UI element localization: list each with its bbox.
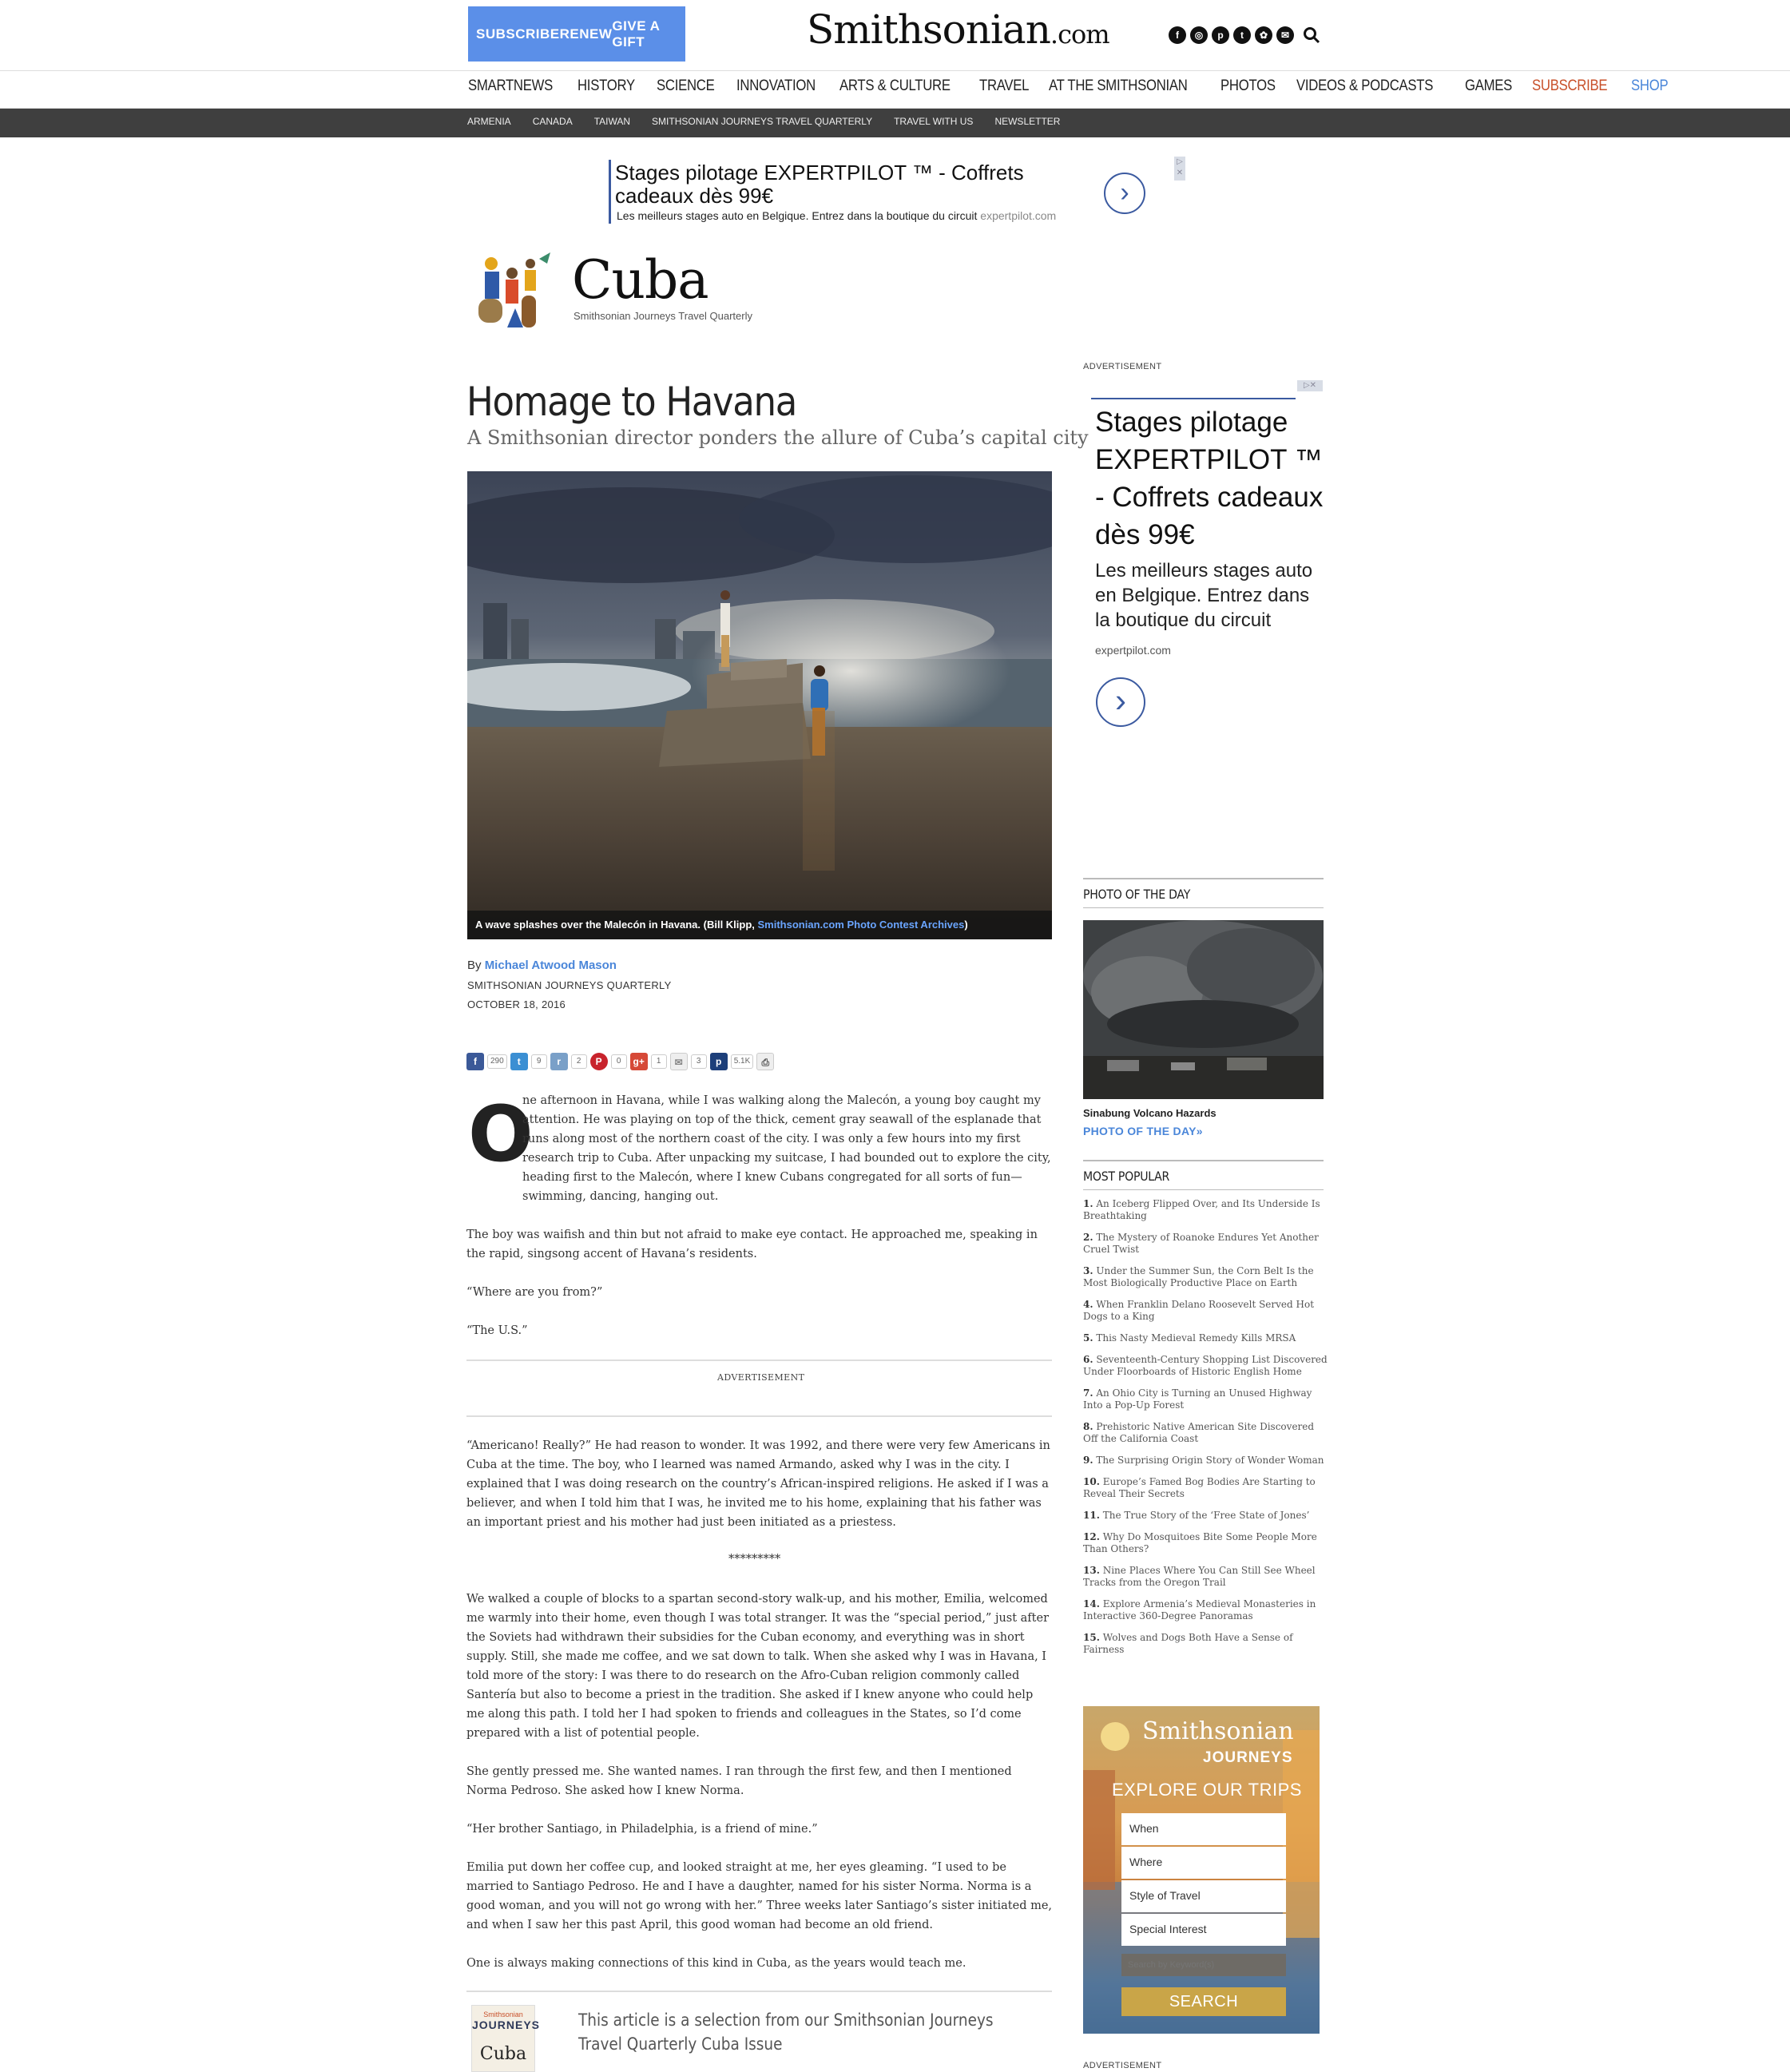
paragraph-9: Emilia put down her coffee cup, and looked straight at me, her eyes gleaming. “I used to be married to Santiago Pedroso. He and I have a daughter, named for his sister Norma. Norma is a good woman, and you will not go wrong with her.” Three weeks later Santiago’s sister initiated me, and when I saw her this past April, this good woman had become an old friend. bbox=[466, 1861, 1053, 1931]
most-popular-rank: 8. bbox=[1083, 1421, 1093, 1432]
most-popular-list bbox=[1083, 1198, 1328, 1665]
email-count: 3 bbox=[691, 1054, 707, 1069]
pinterest-icon[interactable]: p bbox=[1212, 26, 1229, 44]
most-popular-link[interactable]: The True Story of the ‘Free State of Jones’ bbox=[1102, 1510, 1310, 1521]
most-popular-link[interactable]: Why Do Mosquitoes Bite Some People More Than Others? bbox=[1083, 1531, 1317, 1554]
potd-image[interactable] bbox=[1083, 920, 1324, 1099]
paragraph-4: “The U.S.” bbox=[466, 1324, 528, 1337]
most-popular-rank: 11. bbox=[1083, 1510, 1100, 1521]
journeys-widget bbox=[1083, 1706, 1320, 2034]
caption-link[interactable]: Smithsonian.com Photo Contest Archives bbox=[757, 919, 965, 931]
email-icon[interactable]: ✉ bbox=[1276, 26, 1294, 44]
subnav-canada[interactable]: CANADA bbox=[532, 116, 573, 127]
subnav-journeys-quarterly[interactable]: SMITHSONIAN JOURNEYS TRAVEL QUARTERLY bbox=[652, 116, 873, 127]
journeys-brand: Smithsonian bbox=[1142, 1717, 1294, 1745]
most-popular-item[interactable] bbox=[1083, 1531, 1328, 1555]
ad-arrow-icon[interactable]: › bbox=[1104, 173, 1145, 214]
subscribe-box bbox=[468, 6, 685, 62]
most-popular-rule-top bbox=[1083, 1160, 1324, 1161]
most-popular-item[interactable] bbox=[1083, 1455, 1328, 1467]
most-popular-rule-bottom bbox=[1083, 1189, 1324, 1190]
most-popular-rank: 15. bbox=[1083, 1632, 1100, 1643]
top-banner-ad[interactable] bbox=[607, 157, 1186, 228]
logo-tld: .com bbox=[1050, 19, 1109, 50]
subnav-armenia[interactable]: ARMENIA bbox=[467, 116, 511, 127]
ad-choices-icon[interactable]: ▷ ✕ bbox=[1174, 157, 1185, 181]
most-popular-link[interactable]: The Mystery of Roanoke Endures Yet Another Cruel Twist bbox=[1083, 1232, 1319, 1255]
site-logo[interactable] bbox=[807, 6, 1109, 62]
author-link[interactable]: Michael Atwood Mason bbox=[484, 959, 617, 972]
most-popular-rank: 12. bbox=[1083, 1531, 1100, 1542]
pinterest-count: 0 bbox=[611, 1054, 627, 1069]
ad-accent-bar bbox=[609, 160, 611, 224]
journeys-search-button[interactable]: SEARCH bbox=[1121, 1987, 1286, 2016]
main-nav bbox=[468, 77, 1687, 95]
sidebar-ad-subline: Les meilleurs stages auto en Belgique. Entrez dans la boutique du circuit bbox=[1095, 560, 1313, 631]
most-popular-rank: 5. bbox=[1083, 1332, 1093, 1344]
most-popular-item[interactable] bbox=[1083, 1421, 1328, 1445]
most-popular-item[interactable] bbox=[1083, 1332, 1328, 1344]
paragraph-5: “Americano! Really?” He had reason to wonder. It was 1992, and there were very few Americans in Cuba at the time. The boy, who I learned was named Armando, asked why I was in the city. I explained that I was doing research on the country’s African-inspired religions. He asked if I was a believer, and when I told him that I was, he invited me to his home, explaining that his father was an important priest and his mother had just been initiated as a priestess. bbox=[466, 1439, 1050, 1529]
google-count: 1 bbox=[651, 1054, 667, 1069]
article-title: Homage to Havana bbox=[466, 379, 796, 425]
subnav-newsletter[interactable]: NEWSLETTER bbox=[994, 116, 1061, 127]
potd-caption[interactable]: Sinabung Volcano Hazards bbox=[1083, 1107, 1216, 1119]
section-subtitle: Smithsonian Journeys Travel Quarterly bbox=[574, 310, 752, 322]
most-popular-rank: 7. bbox=[1083, 1387, 1093, 1399]
pocket-share-icon[interactable]: p bbox=[710, 1053, 728, 1070]
issue-cover[interactable] bbox=[471, 2005, 541, 2072]
hero-photo bbox=[467, 471, 1052, 939]
paragraph-8: “Her brother Santiago, in Philadelphia, is a friend of mine.” bbox=[466, 1823, 818, 1836]
most-popular-rank: 6. bbox=[1083, 1354, 1093, 1365]
journeys-style-field[interactable]: Style of Travel bbox=[1121, 1880, 1286, 1912]
most-popular-item[interactable] bbox=[1083, 1265, 1328, 1289]
sidebar-ad-choices-icon[interactable]: ▷✕ bbox=[1297, 380, 1323, 391]
facebook-count: 290 bbox=[487, 1054, 507, 1069]
renew-link[interactable]: RENEW bbox=[559, 26, 613, 42]
inline-ad-bottom-rule bbox=[466, 1415, 1052, 1417]
paragraph-2: The boy was waifish and thin but not afraid to make eye contact. He approached me, speaking in the rapid, singsong accent of Havana’s residents. bbox=[466, 1229, 1038, 1260]
most-popular-item[interactable] bbox=[1083, 1565, 1328, 1589]
most-popular-link[interactable]: An Ohio City is Turning an Unused Highway Into a Pop-Up Forest bbox=[1083, 1387, 1312, 1411]
potd-rule-top bbox=[1083, 878, 1324, 879]
print-icon[interactable]: ⎙ bbox=[756, 1053, 774, 1070]
nav-at-the-smithsonian[interactable]: AT THE SMITHSONIAN bbox=[1049, 77, 1188, 94]
journeys-sub: JOURNEYS bbox=[1203, 1749, 1293, 1766]
google-plus-share-icon[interactable]: g+ bbox=[630, 1053, 648, 1070]
paragraph-1: ne afternoon in Havana, while I was walking along the Malecón, a young boy caught my attention. He was playing on top of the thick, cement gray seawall of the esplanade that runs along most of the northern coast of the city. I was only a few hours into my first research trip to Cuba. After unpacking my suitcase, I had bounded out to explore the city, heading first to the Malecón, where I knew Cubans congregated for all sorts of fun—swimming, dancing, hanging out. bbox=[522, 1094, 1051, 1203]
most-popular-item[interactable] bbox=[1083, 1598, 1328, 1622]
sidebar-ad[interactable] bbox=[1082, 403, 1324, 657]
most-popular-item[interactable] bbox=[1083, 1299, 1328, 1323]
most-popular-rank: 2. bbox=[1083, 1232, 1093, 1243]
most-popular-item[interactable] bbox=[1083, 1198, 1328, 1222]
reddit-count: 2 bbox=[571, 1054, 587, 1069]
paragraph-6: We walked a couple of blocks to a spartan second-story walk-up, and his mother, Emilia, welcomed me warmly into their home, even though I was total stranger. It was the “special period,” just after the Soviets had withdrawn their subsidies for the Cuban economy, and everything was in short supply. Still, she made me coffee, and we sat down to talk. When she asked why I was in Havana, I told more of the story: I was there to do research on the Afro-Cuban religion commonly called Santería but also to become a priest in the tradition. She asked if I knew anyone who could help me along this path. I told her I had spoken to friends and colleagues in the States, so I’d come prepared with a list of potential people. bbox=[466, 1593, 1050, 1740]
most-popular-rank: 10. bbox=[1083, 1476, 1100, 1487]
journeys-when-field[interactable]: When bbox=[1121, 1813, 1286, 1845]
nav-history[interactable]: HISTORY bbox=[577, 77, 636, 94]
most-popular-item[interactable] bbox=[1083, 1354, 1328, 1378]
most-popular-title: MOST POPULAR bbox=[1083, 1169, 1170, 1184]
publish-date: OCTOBER 18, 2016 bbox=[467, 998, 566, 1010]
article-dek: A Smithsonian director ponders the allure of Cuba’s capital city bbox=[467, 427, 1089, 449]
byline: By Michael Atwood Mason bbox=[467, 959, 617, 972]
nav-subscribe[interactable]: SUBSCRIBE bbox=[1532, 77, 1608, 94]
twitter-share-icon[interactable]: t bbox=[510, 1053, 528, 1070]
facebook-share-icon[interactable]: f bbox=[466, 1053, 484, 1070]
nav-photos[interactable]: PHOTOS bbox=[1220, 77, 1276, 94]
most-popular-item[interactable] bbox=[1083, 1232, 1328, 1256]
nav-arts-culture[interactable]: ARTS & CULTURE bbox=[839, 77, 951, 94]
photo-caption: A wave splashes over the Malecón in Havana. (Bill Klipp, Smithsonian.com Photo Contest Archives) bbox=[467, 911, 1052, 939]
most-popular-link[interactable]: The Surprising Origin Story of Wonder Woman bbox=[1096, 1455, 1324, 1466]
sidebar-ad-label: ADVERTISEMENT bbox=[1083, 362, 1162, 371]
most-popular-link[interactable]: Nine Places Where You Can Still See Wheel Tracks from the Oregon Trail bbox=[1083, 1565, 1316, 1588]
sidebar-ad-headline: Stages pilotage EXPERTPILOT ™ - Coffrets cadeaux dès 99€ bbox=[1095, 407, 1324, 550]
logo-text: Smithsonian bbox=[807, 6, 1050, 53]
inline-ad-label: ADVERTISEMENT bbox=[717, 1372, 805, 1383]
most-popular-item[interactable] bbox=[1083, 1476, 1328, 1500]
give-gift-link[interactable]: GIVE A GIFT bbox=[612, 18, 660, 50]
most-popular-link[interactable]: Explore Armenia’s Medieval Monasteries in Interactive 360-Degree Panoramas bbox=[1083, 1598, 1316, 1621]
journeys-keyword-input[interactable] bbox=[1121, 1954, 1286, 1976]
search-icon[interactable] bbox=[1302, 26, 1321, 45]
flipboard-icon[interactable]: ✿ bbox=[1255, 26, 1272, 44]
subnav-travel-with-us[interactable]: TRAVEL WITH US bbox=[894, 116, 974, 127]
sidebar-bottom-ad-label: ADVERTISEMENT bbox=[1083, 2061, 1162, 2070]
most-popular-link[interactable]: Prehistoric Native American Site Discovered Off the California Coast bbox=[1083, 1421, 1315, 1444]
publication-label: SMITHSONIAN JOURNEYS QUARTERLY bbox=[467, 979, 672, 991]
issue-cover-cuba: Cuba bbox=[479, 2044, 527, 2064]
inline-ad-top-rule bbox=[466, 1360, 1052, 1361]
pocket-count: 5.1K bbox=[731, 1054, 754, 1069]
pinterest-share-icon[interactable]: P bbox=[590, 1053, 608, 1070]
most-popular-link[interactable]: Seventeenth-Century Shopping List Discovered Under Floorboards of Historic English Home bbox=[1083, 1354, 1328, 1377]
email-share-icon[interactable]: ✉ bbox=[670, 1053, 688, 1070]
share-bar bbox=[466, 1053, 774, 1070]
nav-travel[interactable]: TRAVEL bbox=[978, 77, 1029, 94]
potd-link[interactable]: PHOTO OF THE DAY» bbox=[1083, 1125, 1203, 1137]
section-title[interactable]: Cuba bbox=[572, 249, 708, 311]
potd-title: PHOTO OF THE DAY bbox=[1083, 887, 1191, 902]
ad-headline: Stages pilotage EXPERTPILOT ™ - Coffrets cadeaux dès 99€ bbox=[615, 161, 1024, 208]
nav-shop[interactable]: SHOP bbox=[1631, 77, 1669, 94]
issue-cover-brand: Smithsonian bbox=[483, 2010, 523, 2018]
instagram-icon[interactable]: ◎ bbox=[1190, 26, 1208, 44]
most-popular-rank: 14. bbox=[1083, 1598, 1100, 1610]
most-popular-rank: 3. bbox=[1083, 1265, 1093, 1276]
issue-cover-title: JOURNEYS bbox=[472, 2018, 541, 2031]
potd-rule-bottom bbox=[1083, 907, 1324, 908]
section-break: ********* bbox=[728, 1553, 781, 1566]
twitter-icon[interactable]: t bbox=[1233, 26, 1251, 44]
most-popular-link[interactable]: When Franklin Delano Roosevelt Served Hot Dogs to a King bbox=[1083, 1299, 1315, 1322]
most-popular-link[interactable]: Under the Summer Sun, the Corn Belt Is the Most Biologically Productive Place on Earth bbox=[1083, 1265, 1314, 1288]
sidebar-ad-rule bbox=[1091, 398, 1296, 399]
social-links bbox=[1169, 26, 1294, 44]
most-popular-link[interactable]: An Iceberg Flipped Over, and Its Underside Is Breathtaking bbox=[1083, 1198, 1320, 1221]
most-popular-link[interactable]: Wolves and Dogs Both Have a Sense of Fairness bbox=[1083, 1632, 1293, 1655]
journeys-where-field[interactable]: Where bbox=[1121, 1847, 1286, 1879]
sidebar-ad-domain: expertpilot.com bbox=[1095, 644, 1171, 657]
drop-cap: O bbox=[468, 1090, 534, 1179]
most-popular-link[interactable]: Europe’s Famed Bog Bodies Are Starting to Reveal Their Secrets bbox=[1083, 1476, 1316, 1499]
reddit-share-icon[interactable]: r bbox=[550, 1053, 568, 1070]
nav-games[interactable]: GAMES bbox=[1465, 77, 1513, 94]
twitter-count: 9 bbox=[531, 1054, 547, 1069]
journeys-interest-field[interactable]: Special Interest bbox=[1121, 1914, 1286, 1946]
facebook-icon[interactable]: f bbox=[1169, 26, 1186, 44]
ad-subline: Les meilleurs stages auto en Belgique. Entrez dans la boutique du circuit expertpilot.com bbox=[617, 209, 1057, 222]
most-popular-rank: 1. bbox=[1083, 1198, 1093, 1209]
most-popular-item[interactable] bbox=[1083, 1632, 1328, 1656]
most-popular-link[interactable]: This Nasty Medieval Remedy Kills MRSA bbox=[1096, 1332, 1296, 1344]
sidebar-ad-arrow-icon[interactable]: › bbox=[1096, 677, 1145, 727]
subnav-taiwan[interactable]: TAIWAN bbox=[593, 116, 631, 127]
most-popular-rank: 9. bbox=[1083, 1455, 1093, 1466]
most-popular-item[interactable] bbox=[1083, 1510, 1328, 1522]
journeys-tagline: EXPLORE OUR TRIPS bbox=[1112, 1780, 1302, 1800]
most-popular-rank: 13. bbox=[1083, 1565, 1100, 1576]
nav-smartnews[interactable]: SMARTNEWS bbox=[468, 77, 554, 94]
issue-promo-text[interactable]: This article is a selection from our Smithsonian Journeys Travel Quarterly Cuba Issue bbox=[578, 2010, 994, 2054]
most-popular-rank: 4. bbox=[1083, 1299, 1093, 1310]
paragraph-3: “Where are you from?” bbox=[466, 1286, 603, 1299]
subscribe-link[interactable]: SUBSCRIBE bbox=[476, 26, 560, 42]
most-popular-item[interactable] bbox=[1083, 1387, 1328, 1411]
paragraph-7: She gently pressed me. She wanted names. I ran through the first few, and then I mentioned Norma Pedroso. She asked how I knew Norma. bbox=[466, 1765, 1012, 1797]
paragraph-10: One is always making connections of this kind in Cuba, as the years would teach me. bbox=[466, 1957, 966, 1970]
cuba-illustration bbox=[467, 248, 555, 335]
sub-nav bbox=[467, 116, 1060, 127]
nav-videos-podcasts[interactable]: VIDEOS & PODCASTS bbox=[1296, 77, 1433, 94]
nav-science[interactable]: SCIENCE bbox=[657, 77, 715, 94]
nav-innovation[interactable]: INNOVATION bbox=[736, 77, 816, 94]
issue-rule bbox=[466, 1991, 1052, 1992]
